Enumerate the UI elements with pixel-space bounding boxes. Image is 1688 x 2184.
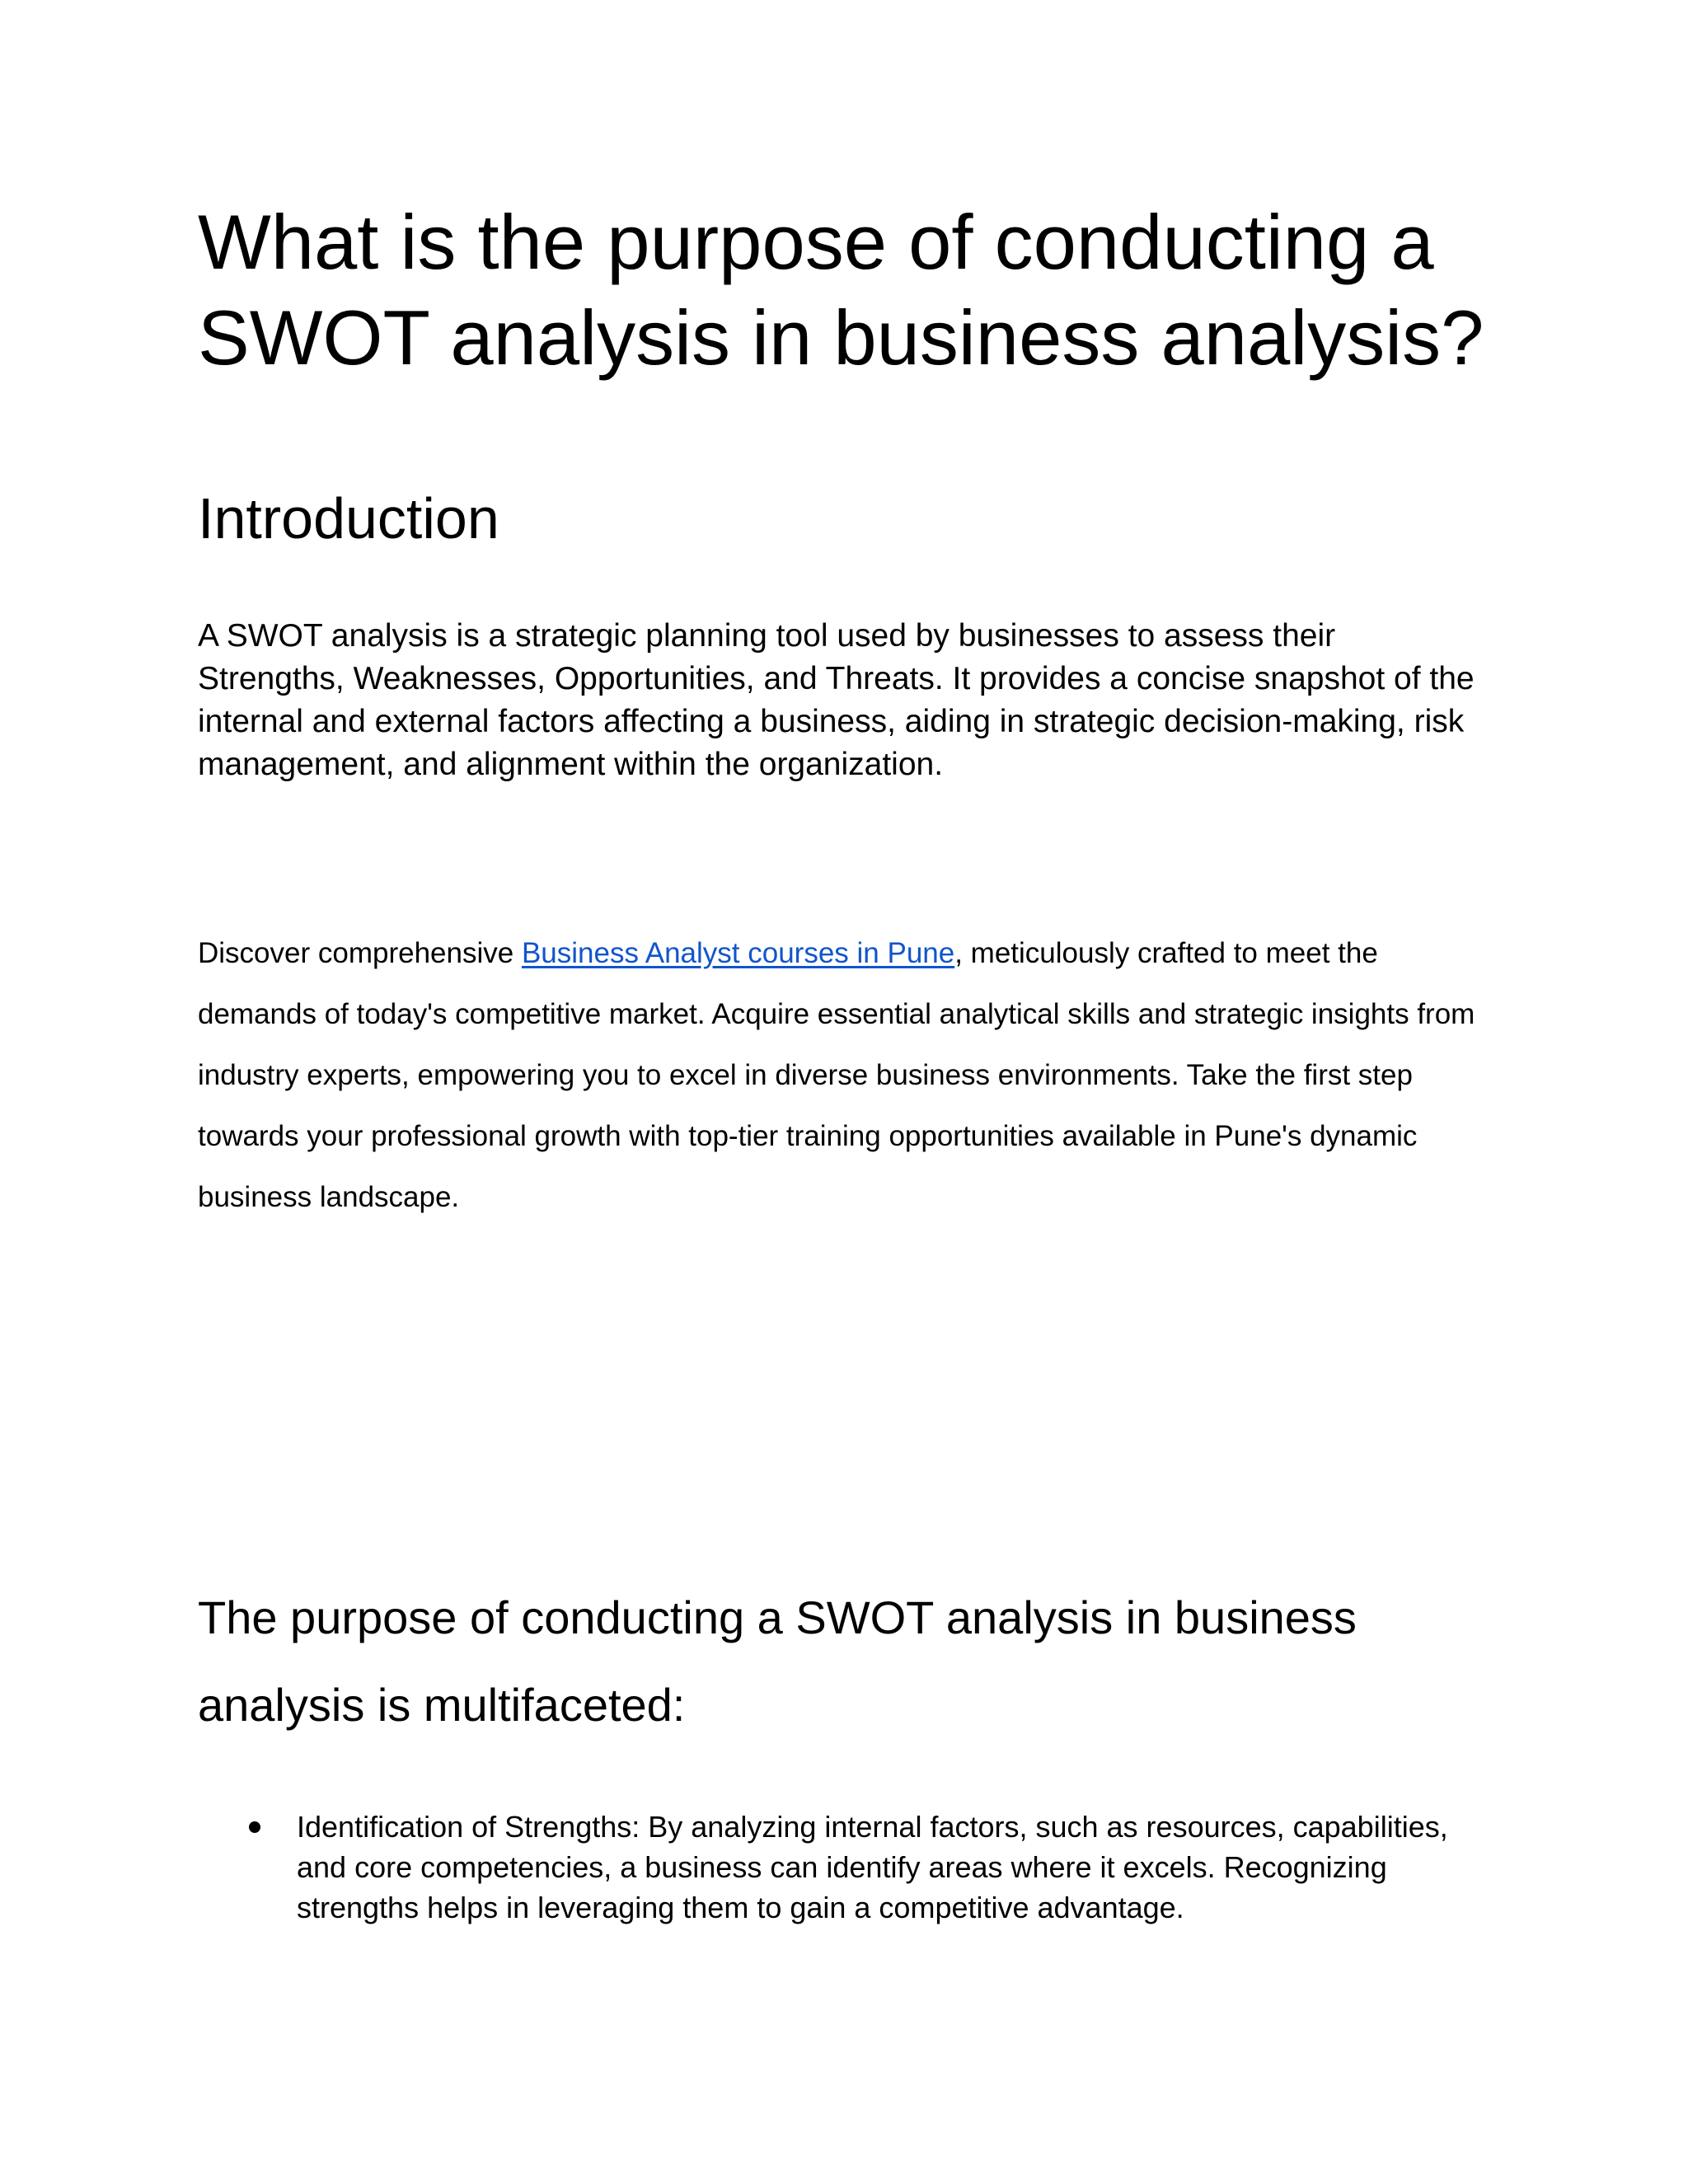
business-analyst-courses-link[interactable]: Business Analyst courses in Pune — [521, 937, 955, 969]
list-item-text: Identification of Strengths: By analyzing internal factors, such as resources, capabilities, and core competencies, a business can identify areas where it excels. Recognizing strengths helps in leveraging them to gain a competitive advantage. — [297, 1810, 1448, 1924]
list-item — [198, 1807, 1484, 1928]
document-title: What is the purpose of conducting a SWOT analysis in business analysis? — [198, 199, 1484, 381]
course-promo-paragraph — [198, 923, 1500, 1228]
purpose-heading: The purpose of conducting a SWOT analysis in business analysis is multifaceted: — [198, 1591, 1357, 1731]
introduction-heading: Introduction — [198, 486, 499, 551]
introduction-paragraph: A SWOT analysis is a strategic planning tool used by businesses to assess their Strengths, Weaknesses, Opportunities, and Threats. It provides a concise snapshot of the internal and external factors affecting a business, aiding in strategic decision-making, risk management, and alignment within the organization. — [198, 618, 1475, 782]
bullet-icon — [249, 1821, 260, 1833]
promo-text-before-link: Discover comprehensive — [198, 937, 522, 969]
promo-text-after-link: , meticulously crafted to meet the demands of today's competitive market. Acquire essential analytical skills and strategic insights from industry experts, empowering you to excel in diverse business environments. Take the first step towards your professional growth with top-tier training opportunities available in Pune's dynamic business landscape. — [198, 937, 1475, 1213]
purpose-points-list — [198, 1807, 1484, 1928]
